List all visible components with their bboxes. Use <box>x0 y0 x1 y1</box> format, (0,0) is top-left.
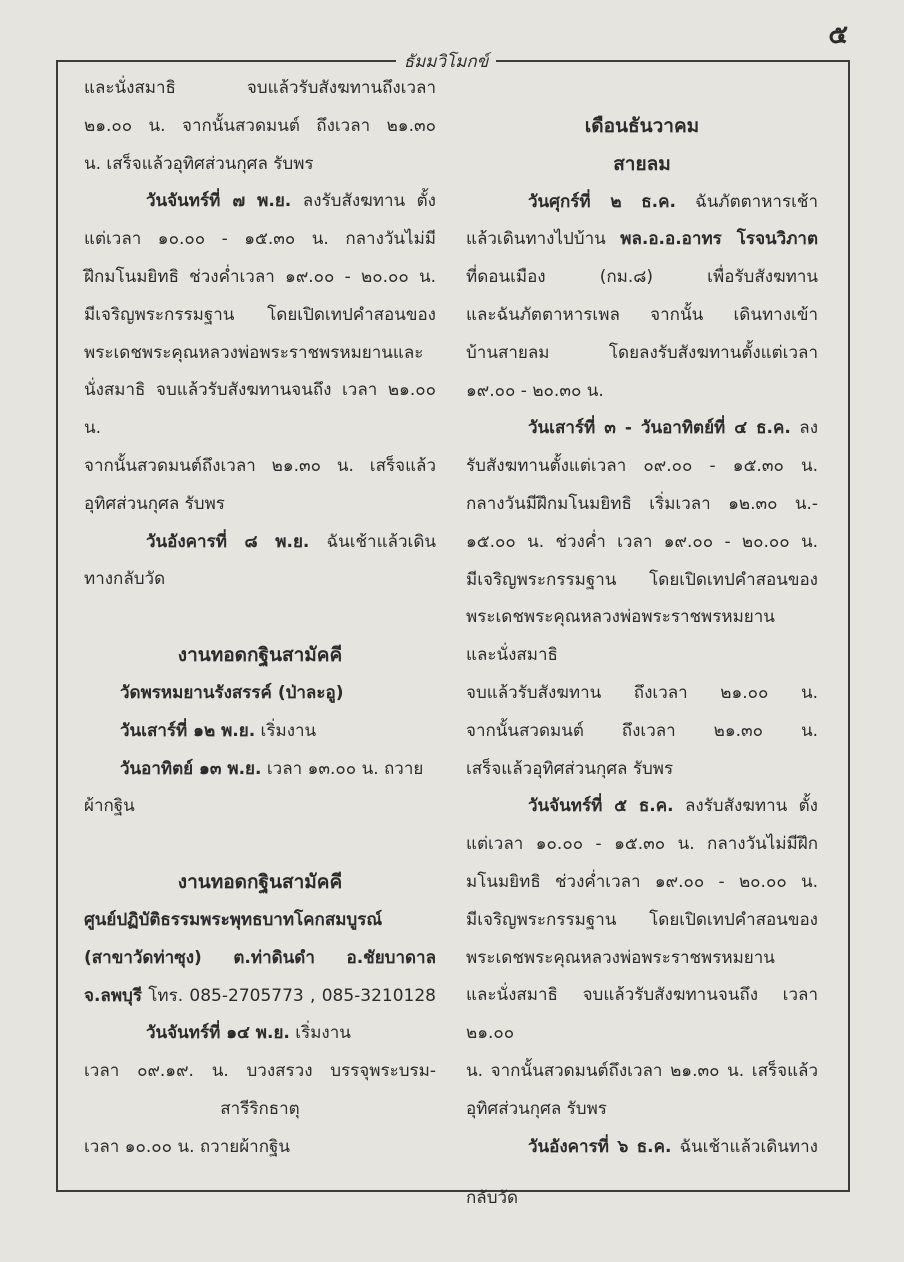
paragraph-line: และฉันภัตตาหารเพล จากนั้น เดินทางเข้า <box>466 304 818 325</box>
spacer <box>84 599 436 637</box>
paragraph-line: และนั่งสมาธิ <box>466 645 558 666</box>
paragraph-line: แต่เวลา ๑๐.๐๐ - ๑๕.๓๐ น. กลางวันไม่มีฝึก <box>466 834 818 855</box>
paragraph-line: มีเจริญพระกรรมฐาน โดยเปิดเทปคำสอนของ <box>466 909 818 930</box>
date-label: วันเสาร์ที่ ๑๒ พ.ย. <box>120 720 256 741</box>
paragraph-line: น. เสร็จแล้วอุทิศส่วนกุศล รับพร <box>84 153 314 174</box>
date-label: วันอาทิตย์ ๑๓ พ.ย. <box>120 758 262 779</box>
schedule-entry-fri2 <box>466 184 818 222</box>
right-column <box>466 108 818 1218</box>
paragraph-line: ที่ดอนเมือง (กม.๘) เพื่อรับสังฆทาน <box>466 267 818 288</box>
entry-text: ลง <box>790 418 819 439</box>
paragraph-line: พระเดชพระคุณหลวงพ่อพระราชพรหมยานและ <box>84 342 424 363</box>
journal-name: ธัมมวิโมกข์ <box>403 52 489 72</box>
entry-text: เริ่มงาน <box>289 1023 351 1044</box>
paragraph-line: เวลา ๐๙.๑๙. น. บวงสรวง บรรจุพระบรม- <box>84 1061 436 1082</box>
entry-text: แล้วเดินทางไปบ้าน <box>466 229 621 250</box>
paragraph-line: จากนั้นสวดมนต์ ถึงเวลา ๒๑.๓๐ น. <box>466 720 818 741</box>
center-contact <box>84 978 436 1016</box>
schedule-entry-sat12 <box>84 713 436 751</box>
center-branch: (สาขาวัดท่าซุง) ต.ท่าดินดำ อ.ชัยบาดาล <box>84 947 436 968</box>
spacer <box>466 1166 818 1180</box>
paragraph-line: ๒๑.๐๐ น. จากนั้นสวดมนต์ ถึงเวลา ๒๑.๓๐ <box>84 115 436 136</box>
date-label: วันจันทร์ที่ ๑๔ พ.ย. <box>146 1023 290 1044</box>
entry-text: ลงรับสังฆทาน ตั้ง <box>673 796 818 817</box>
paragraph-line: ๑๙.๐๐ - ๒๐.๓๐ น. <box>466 380 604 401</box>
paragraph-line: อุทิศส่วนกุศล รับพร <box>466 1098 607 1119</box>
kathin-title: งานทอดกฐินสามัคคี <box>177 644 343 667</box>
paragraph-line: ผ้ากฐิน <box>84 796 135 817</box>
month-heading: เดือนธันวาคม <box>584 115 700 137</box>
schedule-entry-mon14 <box>84 1015 436 1053</box>
date-label: วันจันทร์ที่ ๗ พ.ย. <box>146 191 292 212</box>
paragraph-line: บ้านสายลม โดยลงรับสังฆทานตั้งแต่เวลา <box>466 342 818 363</box>
schedule-entry-sat3-sun4 <box>466 410 818 448</box>
schedule-entry-mon5 <box>466 788 818 826</box>
paragraph-line: ทางกลับวัด <box>84 569 166 590</box>
paragraph-line: มีเจริญพระกรรมฐาน โดยเปิดเทปคำสอนของ <box>84 304 436 325</box>
paragraph-line: มโนมยิทธิ ช่วงค่ำเวลา ๑๙.๐๐ - ๒๐.๐๐ น. <box>466 871 818 892</box>
schedule-entry-sun13 <box>84 751 436 789</box>
left-column <box>84 70 436 1167</box>
paragraph-line: พระเดชพระคุณหลวงพ่อพระราชพรหมยาน <box>466 607 775 628</box>
paragraph-line: จบแล้วรับสังฆทาน ถึงเวลา ๒๑.๐๐ น. <box>466 682 818 703</box>
paragraph-line: ๑๕.๐๐ น. ช่วงค่ำ เวลา ๑๙.๐๐ - ๒๐.๐๐ น. <box>466 531 818 552</box>
location-heading: สายลม <box>613 152 671 175</box>
entry-text: ฉันเช้าแล้วเดินทาง <box>671 1136 818 1157</box>
paragraph-line: แต่เวลา ๑๐.๐๐ - ๑๕.๓๐ น. กลางวันไม่มี <box>84 229 436 250</box>
paragraph-line: นั่งสมาธิ จบแล้วรับสังฆทานจนถึง เวลา ๒๑.๐๐ น. <box>84 380 436 439</box>
page-number: ๕ <box>828 20 848 50</box>
paragraph-line: เวลา ๑๐.๐๐ น. ถวายผ้ากฐิน <box>84 1136 291 1157</box>
date-label: วันอังคารที่ ๘ พ.ย. <box>146 531 310 552</box>
schedule-entry-tue8 <box>84 524 436 562</box>
kathin-title: งานทอดกฐินสามัคคี <box>177 871 343 894</box>
paragraph-line <box>466 221 818 259</box>
paragraph-line: มีเจริญพระกรรมฐาน โดยเปิดเทปคำสอนของ <box>466 569 818 590</box>
paragraph-line: รับสังฆทานตั้งแต่เวลา ๐๙.๐๐ - ๑๕.๓๐ น. <box>466 456 818 477</box>
paragraph-line: จากนั้นสวดมนต์ถึงเวลา ๒๑.๓๐ น. เสร็จแล้ว <box>84 455 436 476</box>
entry-text: เวลา ๑๓.๐๐ น. ถวาย <box>261 758 424 779</box>
province-label: จ.ลพบุรี <box>84 985 142 1006</box>
paragraph-line: เสร็จแล้วอุทิศส่วนกุศล รับพร <box>466 758 674 779</box>
phone-numbers: โทร. 085-2705773 , 085-3210128 <box>141 985 436 1006</box>
paragraph-line: สารีริกธาตุ <box>220 1098 300 1119</box>
paragraph-line: กลับวัด <box>466 1188 519 1209</box>
paragraph-line: และนั่งสมาธิ จบแล้วรับสังฆทานจนถึง เวลา ๒๑.๐๐ <box>466 985 818 1044</box>
entry-text: ลงรับสังฆทาน ตั้ง <box>291 191 436 212</box>
schedule-entry-tue6 <box>466 1129 818 1167</box>
paragraph-line: อุทิศส่วนกุศล รับพร <box>84 493 225 514</box>
date-label: วันจันทร์ที่ ๕ ธ.ค. <box>528 796 674 817</box>
entry-text: ฉันภัตตาหารเช้า <box>675 191 818 212</box>
date-label: วันศุกร์ที่ ๒ ธ.ค. <box>528 191 676 212</box>
paragraph-line: กลางวันมีฝึกมโนมยิทธิ เริ่มเวลา ๑๒.๓๐ น.- <box>466 493 818 514</box>
paragraph-line: น. จากนั้นสวดมนต์ถึงเวลา ๒๑.๓๐ น. เสร็จแล้ว <box>466 1060 818 1081</box>
paragraph-line: พระเดชพระคุณหลวงพ่อพระราชพรหมยาน <box>466 947 775 968</box>
center-name: ศูนย์ปฏิบัติธรรมพระพุทธบาทโคกสมบูรณ์ <box>84 909 383 930</box>
date-label: วันอังคารที่ ๖ ธ.ค. <box>528 1136 672 1157</box>
paragraph-line: และนั่งสมาธิ จบแล้วรับสังฆทานถึงเวลา <box>84 78 436 98</box>
schedule-entry-mon7 <box>84 183 436 221</box>
entry-text: เริ่มงาน <box>255 720 317 741</box>
paragraph-line: ฝึกมโนมยิทธิ ช่วงค่ำเวลา ๑๙.๐๐ - ๒๐.๐๐ น. <box>84 266 436 287</box>
kathin-place: วัดพรหมยานรังสรรค์ (ป่าละอู) <box>120 682 344 703</box>
date-label: วันเสาร์ที่ ๓ - วันอาทิตย์ที่ ๔ ธ.ค. <box>528 418 791 439</box>
entry-text: ฉันเช้าแล้วเดิน <box>309 531 436 552</box>
spacer <box>84 826 436 864</box>
host-name: พล.อ.อ.อาทร โรจนวิภาต <box>620 229 818 250</box>
